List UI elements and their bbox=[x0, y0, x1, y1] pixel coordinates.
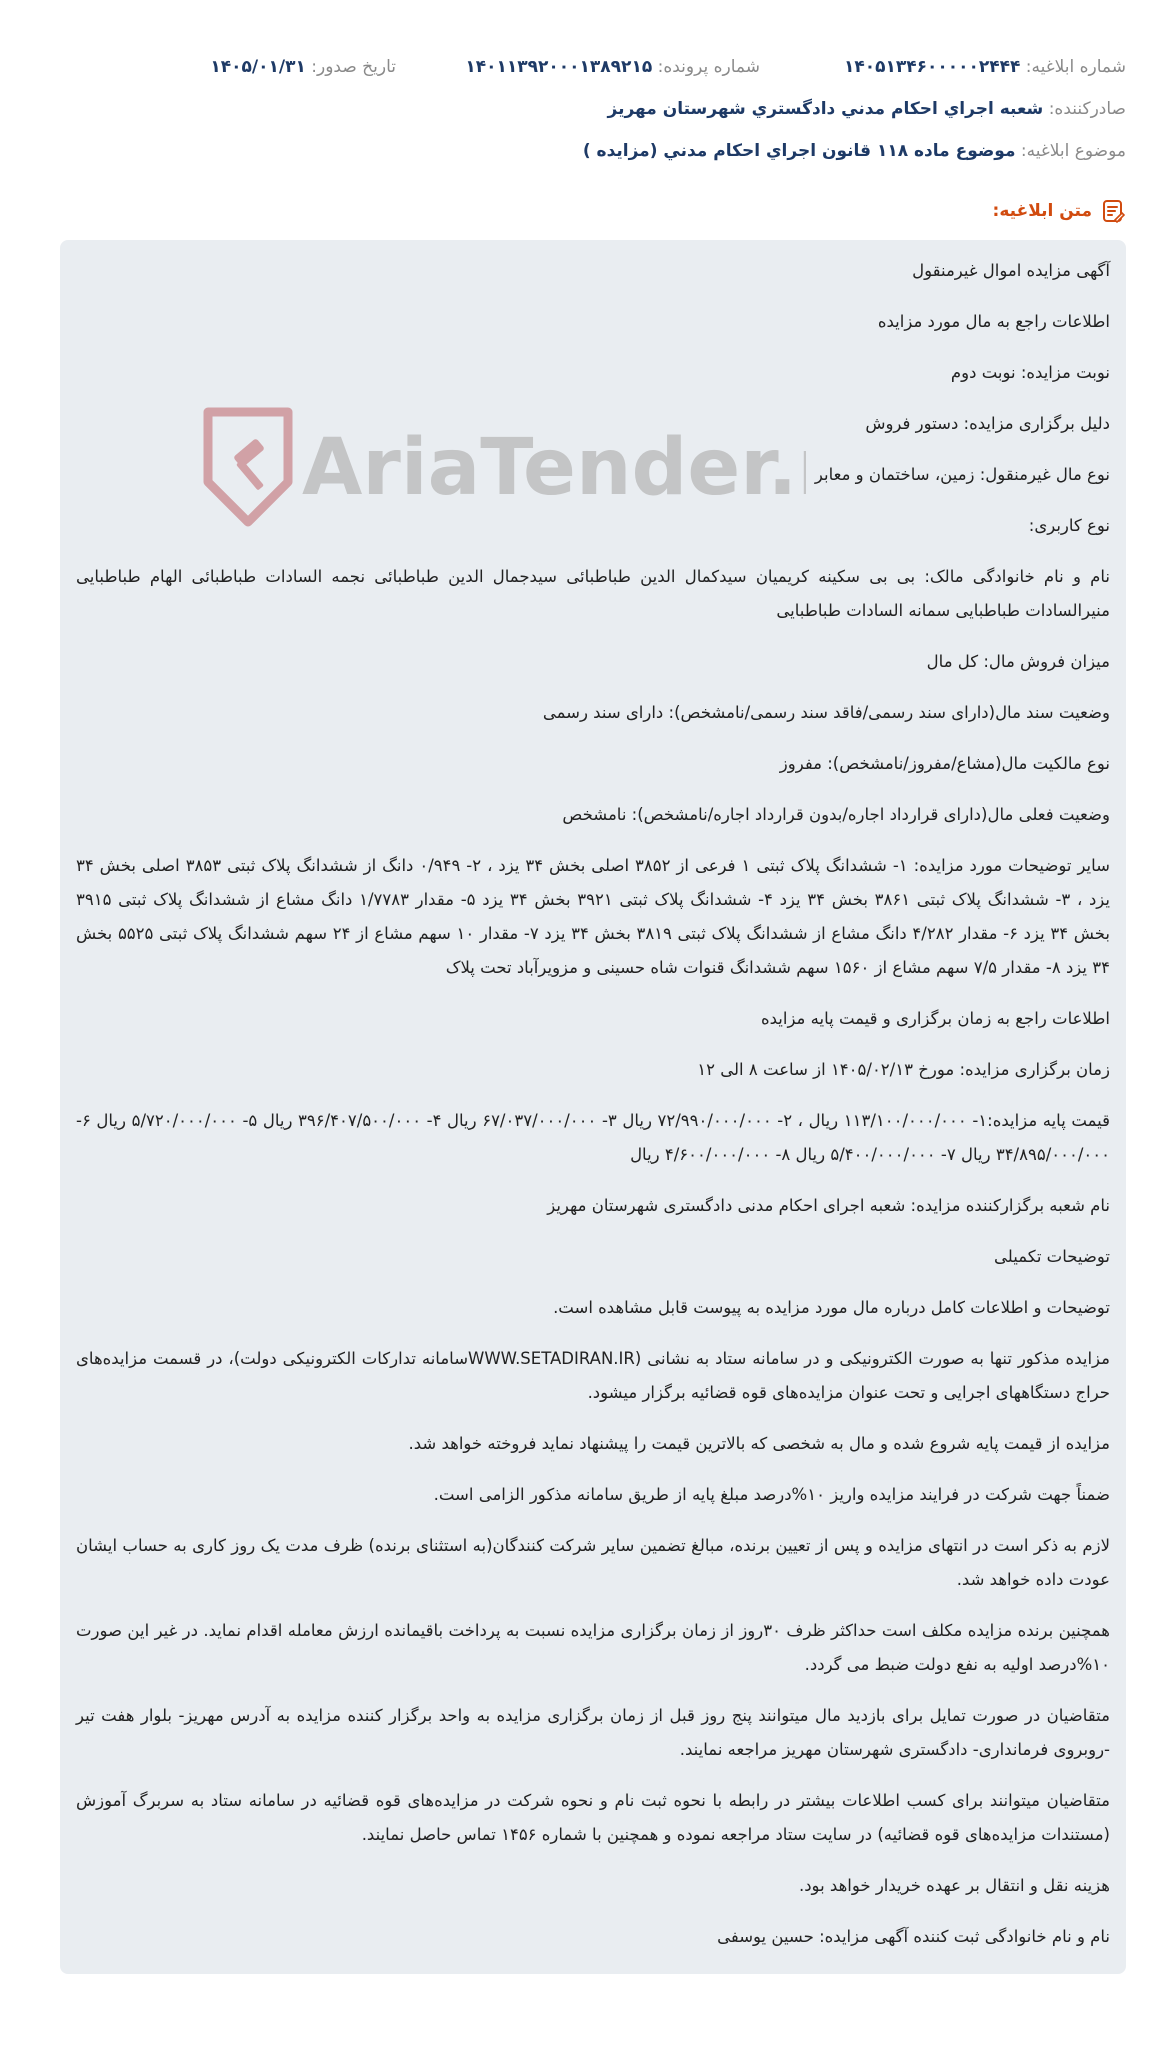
case-number-value: ۱۴۰۱۱۳۹۲۰۰۰۱۳۸۹۲۱۵ bbox=[465, 57, 653, 77]
subject-value: موضوع ماده ۱۱۸ قانون اجراي احکام مدني (مزايده ) bbox=[582, 141, 1016, 161]
notice-text-heading bbox=[993, 196, 1126, 226]
issue-date bbox=[210, 54, 396, 80]
notice-paragraph: نوع کاربری: bbox=[1028, 516, 1110, 535]
subject-row bbox=[48, 138, 1126, 164]
notice-paragraph: مزایده مذکور تنها به صورت الکترونیکی و در سامانه ستاد به نشانی (WWW.SETADIRAN.IRسامانه تدارکات الکترونیکی دولت)، در قسمت مزایده‌های حراج دستگاههای اجرایی و تحت عنوان مزایده‌های قوه قضائیه برگزار میشود. bbox=[76, 1349, 1110, 1402]
notice-paragraph: نام و نام خانوادگی ثبت کننده آگهی مزایده: حسین یوسفی bbox=[717, 1927, 1110, 1946]
issuer-value: شعبه اجراي احکام مدني دادگستري شهرستان مهريز bbox=[607, 99, 1044, 119]
notice-number-label: شماره ابلاغیه: bbox=[1025, 57, 1126, 77]
notice-paragraph: نوع مالکیت مال(مشاع/مفروز/نامشخص): مفروز bbox=[779, 754, 1110, 773]
notice-paragraph: توضیحات تکمیلی bbox=[994, 1247, 1110, 1266]
notice-paragraph: متقاضیان در صورت تمایل برای بازدید مال میتوانند پنج روز قبل از زمان برگزاری مزایده به واحد برگزار کننده مزایده به آدرس مهریز- بلوار هفت تیر -روبروی فرمانداری- دادگستری شهرستان مهریز مراجعه نمایند. bbox=[76, 1706, 1110, 1759]
issue-date-label: تاریخ صدور: bbox=[311, 57, 396, 77]
notice-paragraph: دلیل برگزاری مزایده: دستور فروش bbox=[865, 414, 1110, 433]
notice-paragraph: مزایده از قیمت پایه شروع شده و مال به شخصی که بالاترین قیمت را پیشنهاد نماید فروخته خواهد شد. bbox=[408, 1434, 1110, 1453]
notice-paragraph: وضعیت فعلی مال(دارای قرارداد اجاره/بدون قرارداد اجاره/نامشخص): نامشخص bbox=[562, 805, 1110, 824]
notice-paragraph: لازم به ذکر است در انتهای مزایده و پس از تعیین برنده، مبالغ تضمین سایر شرکت کنندگان(به استثنای برنده) ظرف مدت یک روز کاری به حساب ایشان عودت داده خواهد شد. bbox=[76, 1536, 1110, 1589]
notice-paragraph: قیمت پایه مزایده:۱- ۱۱۳/۱۰۰/۰۰۰/۰۰۰ ریال ، ۲- ۷۲/۹۹۰/۰۰۰/۰۰۰ ریال ۳- ۶۷/۰۳۷/۰۰۰/۰۰۰ ریال ۴- ۳۹۶/۴۰۷/۵۰۰/۰۰۰ ریال ۵- ۵/۷۲۰/۰۰۰/۰۰۰ ریال ۶- ۳۴/۸۹۵/۰۰۰/۰۰۰ ریال ۷- ۵/۴۰۰/۰۰۰/۰۰۰ ریال ۸- ۴/۶۰۰/۰۰۰/۰۰۰ ریال bbox=[76, 1111, 1110, 1164]
notice-paragraph: هزینه نقل و انتقال بر عهده خریدار خواهد بود. bbox=[798, 1876, 1110, 1895]
notice-paragraph: نوبت مزایده: نوبت دوم bbox=[950, 363, 1110, 382]
notice-paragraph: نام و نام خانوادگی مالک: بی بی سکینه کریمیان سیدکمال الدین طباطبائی سیدجمال الدین طباطبائی نجمه السادات طباطبائی الهام طباطبایی منیرالسادات طباطبایی سمانه السادات طباطبایی bbox=[76, 567, 1110, 620]
notice-paragraph: سایر توضیحات مورد مزایده: ۱- ششدانگ پلاک ثبتی ۱ فرعی از ۳۸۵۲ اصلی بخش ۳۴ یزد ، ۲- ۰/۹۴۹ دانگ از ششدانگ پلاک ثبتی ۳۸۵۳ اصلی بخش ۳۴ یزد ، ۳- ششدانگ پلاک ثبتی ۳۸۶۱ بخش ۳۴ یزد ۴- ششدانگ پلاک ثبتی ۳۹۲۱ بخش ۳۴ یزد ۵- مقدار ۱/۷۷۸۳ دانگ مشاع از ششدانگ پلاک ثبتی ۳۹۱۵ بخش ۳۴ یزد ۶- مقدار ۴/۲۸۲ دانگ مشاع از ششدانگ پلاک ثبتی ۳۸۱۹ بخش ۳۴ یزد ۷- مقدار ۱۰ سهم مشاع از ۲۴ سهم ششدانگ پلاک ثبتی ۵۵۲۵ بخش ۳۴ یزد ۸- مقدار ۷/۵ سهم مشاع از ۱۵۶۰ سهم ششدانگ قنوات شاه حسینی و مزویرآباد تحت پلاک bbox=[76, 856, 1111, 977]
notice-paragraph: نام شعبه برگزارکننده مزایده: شعبه اجرای احکام مدنی دادگستری شهرستان مهریز bbox=[547, 1196, 1110, 1215]
notice-paragraph: ضمناً جهت شرکت در فرایند مزایده واریز ۱۰%درصد مبلغ پایه از طریق سامانه مذکور الزامی است. bbox=[433, 1485, 1110, 1504]
notice-paragraph: وضعیت سند مال(دارای سند رسمی/فاقد سند رسمی/نامشخص): دارای سند رسمی bbox=[542, 703, 1110, 722]
notice-paragraph: توضیحات و اطلاعات کامل درباره مال مورد مزایده به پیوست قابل مشاهده است. bbox=[553, 1298, 1110, 1317]
notice-paragraph: همچنین برنده مزایده مکلف است حداکثر ظرف ۳۰روز از زمان برگزاری مزایده نسبت به پرداخت باقیمانده ارزش معامله اقدام نماید. در غیر این صورت ۱۰%درصد اولیه به نفع دولت ضبط می گردد. bbox=[76, 1621, 1110, 1674]
issuer-row bbox=[48, 96, 1126, 122]
notice-paragraph: میزان فروش مال: کل مال bbox=[926, 652, 1110, 671]
notice-text-title: متن ابلاغیه: bbox=[992, 201, 1092, 221]
case-number-label: شماره پرونده: bbox=[657, 57, 760, 77]
case-number bbox=[465, 54, 760, 80]
issuer-label: صادرکننده: bbox=[1048, 99, 1126, 119]
notice-body bbox=[60, 240, 1126, 1974]
notice-paragraph: اطلاعات راجع به مال مورد مزایده bbox=[877, 312, 1110, 331]
notice-paragraph: زمان برگزاری مزایده: مورخ ۱۴۰۵/۰۲/۱۳ از ساعت ۸ الی ۱۲ bbox=[697, 1060, 1110, 1079]
notice-paragraph: متقاضیان میتوانند برای کسب اطلاعات بیشتر در رابطه با نحوه ثبت نام و نحوه شرکت در مزایده‌های قوه قضائیه در سامانه ستاد به سربرگ آموزش (مستندات مزایده‌های قوه قضائیه) در سایت ستاد مراجعه نموده و همچنین با شماره ۱۴۵۶ تماس حاصل نمایند. bbox=[76, 1791, 1110, 1844]
notice-paragraph: نوع مال غیرمنقول: زمین، ساختمان و معابر bbox=[814, 465, 1110, 484]
subject-label: موضوع ابلاغیه: bbox=[1020, 141, 1126, 161]
notice-document-icon bbox=[1100, 198, 1126, 224]
watermark-text: AriaTender. bbox=[302, 423, 798, 513]
notice-paragraph: اطلاعات راجع به زمان برگزاری و قیمت پایه مزایده bbox=[760, 1009, 1110, 1028]
notice-number-value: ۱۴۰۵۱۳۴۶۰۰۰۰۰۲۴۴۴ bbox=[843, 57, 1021, 77]
issue-date-value: ۱۴۰۵/۰۱/۳۱ bbox=[210, 57, 306, 77]
notice-number bbox=[844, 54, 1126, 80]
notice-paragraph: آگهی مزایده اموال غیرمنقول bbox=[912, 261, 1110, 280]
